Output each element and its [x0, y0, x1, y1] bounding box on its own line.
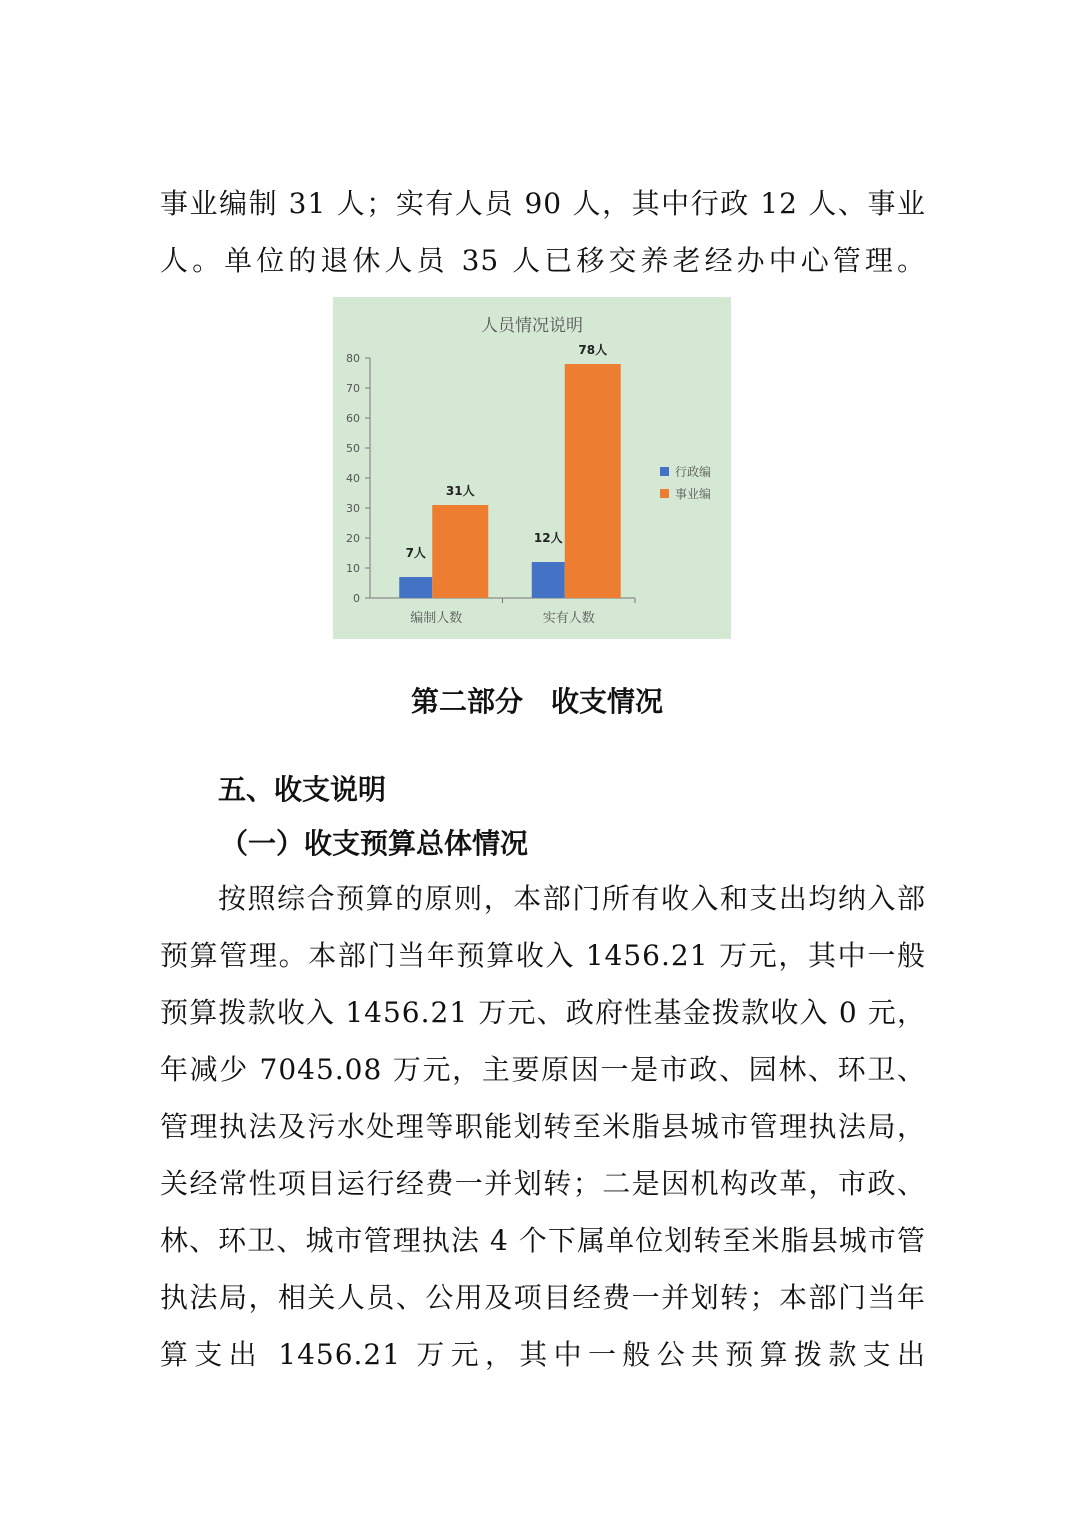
data-label: 31人 — [445, 484, 475, 498]
data-label: 7人 — [405, 546, 426, 560]
y-tick-label: 80 — [346, 352, 360, 365]
text-line: 预算管理。本部门当年预算收入 1456.21 万元，其中一般 — [160, 939, 926, 972]
y-tick-label: 60 — [346, 412, 360, 425]
legend-swatch — [660, 489, 669, 498]
staff-chart — [333, 297, 731, 639]
section-title: 第二部分 收支情况 — [410, 685, 663, 718]
x-tick-label: 编制人数 — [410, 611, 463, 626]
y-tick-label: 20 — [346, 532, 360, 545]
paragraph-staffing — [160, 175, 926, 289]
text-line: 管理执法及污水处理等职能划转至米脂县城市管理执法局， — [160, 1110, 926, 1143]
y-tick-label: 0 — [353, 592, 360, 605]
y-tick-label: 30 — [346, 502, 360, 515]
subheading-budget-overview: （一）收支预算总体情况 — [220, 827, 529, 860]
legend-label: 事业编 — [675, 487, 712, 501]
bar-行政编 — [532, 562, 565, 598]
paragraph-budget — [160, 870, 926, 1383]
legend-swatch — [660, 467, 669, 476]
y-tick-label: 10 — [346, 562, 360, 575]
bar-行政编 — [399, 577, 432, 598]
data-label: 12人 — [533, 531, 563, 545]
staff-chart-svg — [333, 297, 731, 639]
text-line: 关经常性项目运行经费一并划转；二是因机构改革，市政、 — [160, 1167, 926, 1200]
x-tick-label: 实有人数 — [542, 611, 595, 626]
text-line: 按照综合预算的原则，本部门所有收入和支出均纳入部 — [218, 882, 926, 915]
text-line: 林、环卫、城市管理执法 4 个下属单位划转至米脂县城市管 — [160, 1224, 926, 1257]
y-tick-label: 70 — [346, 382, 360, 395]
chart-title: 人员情况说明 — [481, 316, 583, 336]
text-line: 预算拨款收入 1456.21 万元、政府性基金拨款收入 0 元， — [160, 996, 926, 1029]
bar-事业编 — [565, 364, 621, 598]
data-label: 78人 — [578, 343, 608, 357]
text-line: 年减少 7045.08 万元，主要原因一是市政、园林、环卫、 — [160, 1053, 926, 1086]
text-line: 算支出 1456.21 万元，其中一般公共预算拨款支出 — [160, 1338, 926, 1371]
text-line: 执法局，相关人员、公用及项目经费一并划转；本部门当年 — [160, 1281, 926, 1314]
text-line: 事业编制 31 人；实有人员 90 人，其中行政 12 人、事业 — [160, 187, 926, 220]
bar-事业编 — [432, 505, 488, 598]
heading-income-expense: 五、收支说明 — [218, 773, 387, 806]
y-tick-label: 50 — [346, 442, 360, 455]
y-tick-label: 40 — [346, 472, 360, 485]
legend-label: 行政编 — [675, 465, 712, 479]
text-line: 人。单位的退休人员 35 人已移交养老经办中心管理。 — [160, 244, 926, 277]
